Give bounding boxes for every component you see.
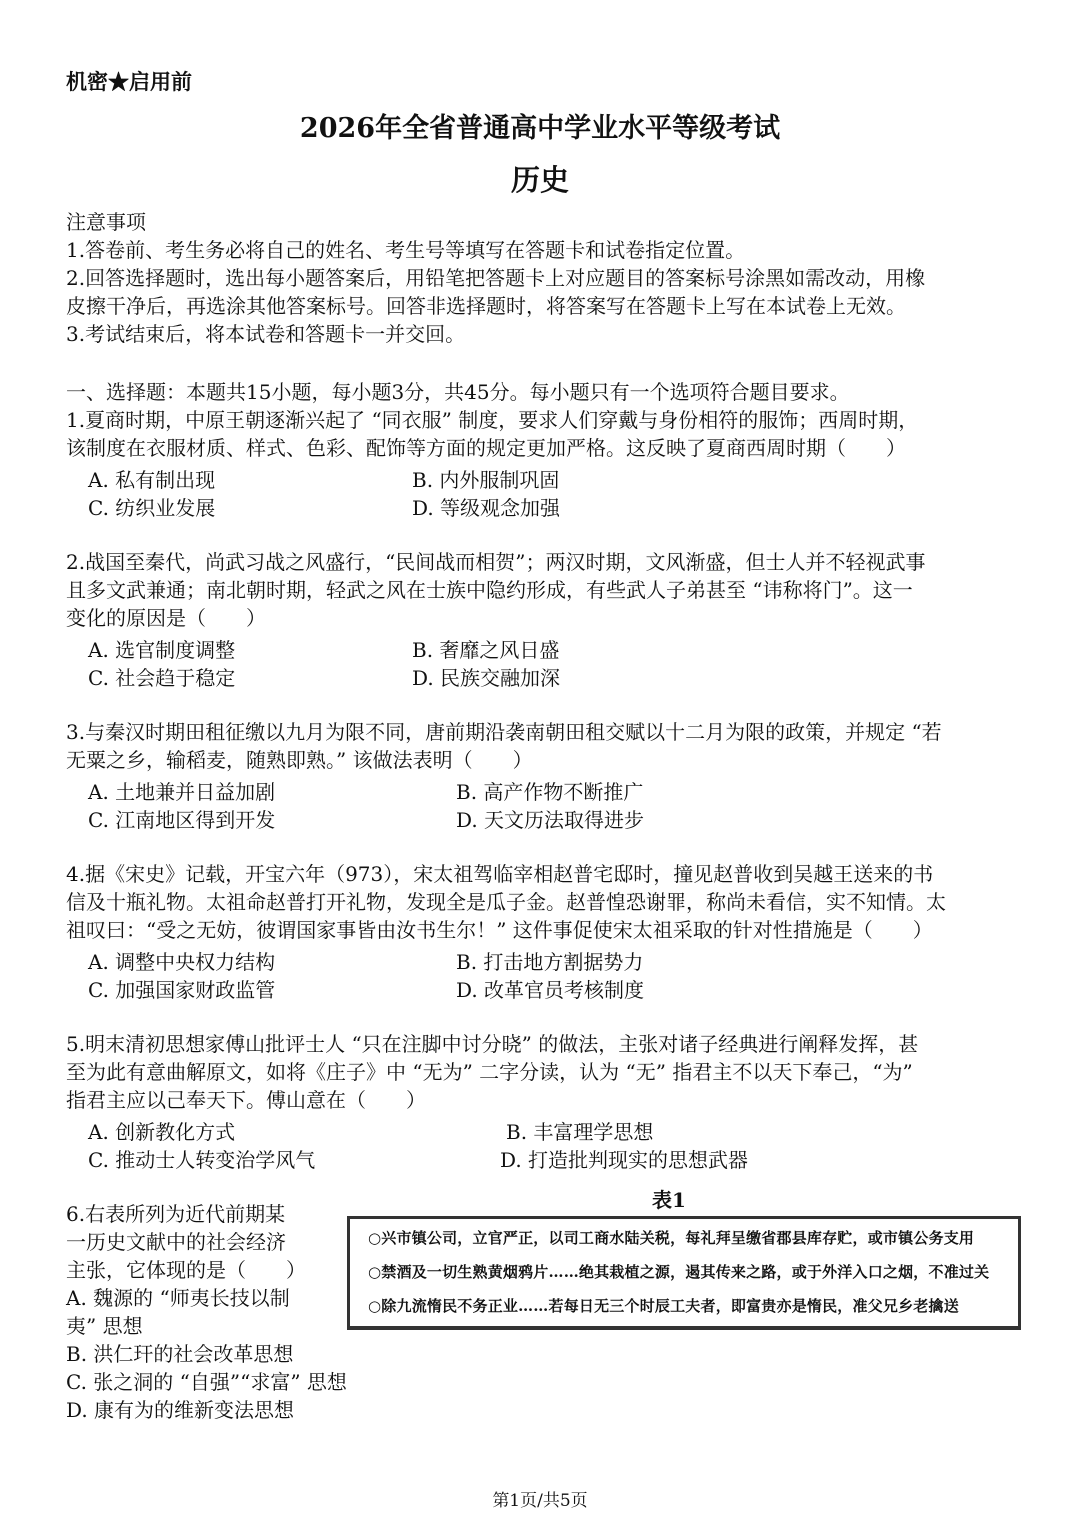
option-a[interactable]: A. 土地兼并日益加剧 bbox=[88, 780, 276, 804]
option-d[interactable]: D. 民族交融加深 bbox=[412, 666, 561, 690]
option-c[interactable]: C. 社会趋于稳定 bbox=[88, 666, 236, 690]
subject-title: 历史 bbox=[510, 163, 569, 197]
option-d[interactable]: D. 天文历法取得进步 bbox=[456, 808, 645, 832]
option-c[interactable]: C. 张之洞的 “自强”“求富” 思想 bbox=[66, 1370, 347, 1394]
option-d[interactable]: D. 打造批判现实的思想武器 bbox=[500, 1148, 749, 1172]
option-b[interactable]: B. 内外服制巩固 bbox=[412, 468, 560, 492]
table-title: 表1 bbox=[652, 1188, 686, 1212]
option-b[interactable]: B. 打击地方割据势力 bbox=[456, 950, 644, 974]
option-b[interactable]: B. 奢靡之风日盛 bbox=[412, 638, 560, 662]
option-a[interactable]: A. 魏源的 “师夷长技以制 bbox=[66, 1286, 290, 1310]
option-b[interactable]: B. 洪仁玕的社会改革思想 bbox=[66, 1342, 294, 1366]
notice-line: 3.考试结束后，将本试卷和答题卡一并交回。 bbox=[66, 322, 466, 346]
option-c[interactable]: C. 纺织业发展 bbox=[88, 496, 216, 520]
option-a[interactable]: A. 私有制出现 bbox=[88, 468, 216, 492]
question-stem-line: 1.夏商时期，中原王朝逐渐兴起了 “同衣服” 制度，要求人们穿戴与身份相符的服饰；西周时期， bbox=[66, 408, 919, 432]
question-stem-line: 6.右表所列为近代前期某 bbox=[66, 1202, 286, 1226]
document-table bbox=[347, 1216, 1021, 1330]
question-stem-line: 该制度在衣服材质、样式、色彩、配饰等方面的规定更加严格。这反映了夏商西周时期（ ） bbox=[66, 436, 906, 460]
option-a[interactable]: A. 选官制度调整 bbox=[88, 638, 236, 662]
question-stem-line: 2.战国至秦代，尚武习战之风盛行，“民间战而相贺”；两汉时期，文风渐盛，但士人并不轻视武事 bbox=[66, 550, 926, 574]
question-stem-line: 且多文武兼通；南北朝时期，轻武之风在士族中隐约形成，有些武人子弟甚至 “讳称将门”。这一 bbox=[66, 578, 913, 602]
option-b[interactable]: B. 高产作物不断推广 bbox=[456, 780, 644, 804]
option-d[interactable]: D. 改革官员考核制度 bbox=[456, 978, 645, 1002]
option-c[interactable]: C. 加强国家财政监管 bbox=[88, 978, 276, 1002]
option-d[interactable]: D. 康有为的维新变法思想 bbox=[66, 1398, 295, 1422]
question-stem-line: 4.据《宋史》记载，开宝六年（973），宋太祖驾临宰相赵普宅邸时，撞见赵普收到吴越王送来的书 bbox=[66, 862, 934, 886]
question-stem-line: 一历史文献中的社会经济 bbox=[66, 1230, 286, 1254]
question-stem-line: 5.明末清初思想家傅山批评士人 “只在注脚中讨分晓” 的做法，主张对诸子经典进行阐释发挥，甚 bbox=[66, 1032, 919, 1056]
notice-line: 皮擦干净后，再选涂其他答案标号。回答非选择题时，将答案写在答题卡上写在本试卷上无效。 bbox=[66, 294, 906, 318]
question-stem-line: 至为此有意曲解原文，如将《庄子》中 “无为” 二字分读，认为 “无” 指君主不以天下奉己，“为” bbox=[66, 1060, 913, 1084]
confidential-label: 机密★启用前 bbox=[66, 69, 192, 94]
section-heading: 一、选择题：本题共15小题，每小题3分，共45分。每小题只有一个选项符合题目要求。 bbox=[66, 380, 850, 404]
option-c[interactable]: C. 江南地区得到开发 bbox=[88, 808, 276, 832]
notice-line: 1.答卷前、考生务必将自己的姓名、考生号等填写在答题卡和试卷指定位置。 bbox=[66, 238, 746, 262]
option-a-continued: 夷” 思想 bbox=[66, 1314, 143, 1338]
option-a[interactable]: A. 创新教化方式 bbox=[88, 1120, 236, 1144]
question-stem-line: 信及十瓶礼物。太祖命赵普打开礼物，发现全是瓜子金。赵普惶恐谢罪，称尚未看信，实不知情。太 bbox=[66, 890, 946, 914]
exam-title: 2026年全省普通高中学业水平等级考试 bbox=[299, 113, 781, 144]
option-a[interactable]: A. 调整中央权力结构 bbox=[88, 950, 276, 974]
table-row: ○禁酒及一切生熟黄烟鸦片……绝其栽植之源，遏其传来之路，或于外洋入口之烟，不准过关 bbox=[368, 1263, 990, 1281]
question-stem-line: 3.与秦汉时期田租征缴以九月为限不同，唐前期沿袭南朝田租交赋以十二月为限的政策，并规定 “若 bbox=[66, 720, 942, 744]
table-row: ○除九流惰民不务正业……若每日无三个时辰工夫者，即富贵亦是惰民，准父兄乡老擒送 bbox=[368, 1297, 959, 1315]
table-row: ○兴市镇公司，立官严正，以司工商水陆关税，每礼拜呈缴省郡县库存贮，或市镇公务支用 bbox=[368, 1229, 975, 1247]
option-c[interactable]: C. 推动士人转变治学风气 bbox=[88, 1148, 316, 1172]
question-stem-line: 无粟之乡，输稻麦，随熟即熟。” 该做法表明（ ） bbox=[66, 748, 533, 772]
notice-heading: 注意事项 bbox=[66, 210, 146, 234]
question-stem-line: 变化的原因是（ ） bbox=[66, 606, 266, 630]
notice-line: 2.回答选择题时，选出每小题答案后，用铅笔把答题卡上对应题目的答案标号涂黑如需改动，用橡 bbox=[66, 266, 926, 290]
option-d[interactable]: D. 等级观念加强 bbox=[412, 496, 561, 520]
question-stem-line: 祖叹曰：“受之无妨，彼谓国家事皆由汝书生尔！” 这件事促使宋太祖采取的针对性措施是（ ） bbox=[66, 918, 933, 942]
page-number: 第1页/共5页 bbox=[492, 1491, 588, 1511]
question-stem-line: 主张，它体现的是（ ） bbox=[66, 1258, 306, 1282]
option-b[interactable]: B. 丰富理学思想 bbox=[506, 1120, 654, 1144]
question-stem-line: 指君主应以己奉天下。傅山意在（ ） bbox=[66, 1088, 426, 1112]
